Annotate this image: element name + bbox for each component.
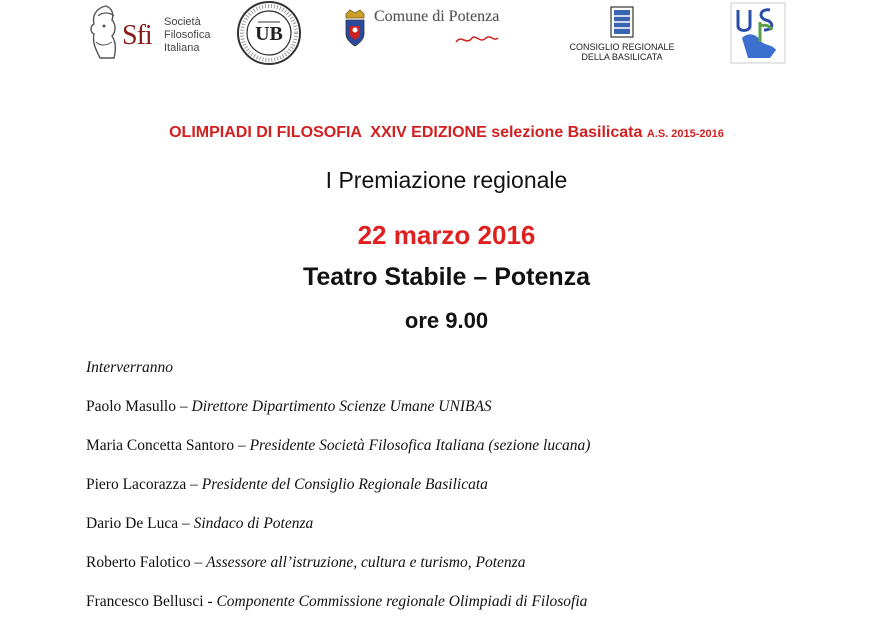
coat-of-arms-icon [342,8,368,48]
speakers-list [86,358,590,631]
speaker-name: Francesco Bellusci [86,593,204,610]
sfi-text-line: Filosofica [164,29,211,41]
speaker-separator: – [176,398,192,415]
speaker-row [86,514,590,553]
usr-logo [730,2,786,64]
event-date: 22 marzo 2016 [357,220,536,250]
event-name: I Premiazione regionale [325,167,568,193]
sfi-text-line: Italiana [164,42,200,54]
consiglio-logo [566,6,678,62]
speaker-row [86,436,590,475]
speaker-role: Presidente Società Filosofica Italiana (sezione lucana) [249,437,591,454]
speaker-separator: – [186,476,202,493]
speaker-role: Componente Commissione regionale Olimpiadi di Filosofia [216,593,588,610]
speaker-role: Direttore Dipartimento Scienze Umane UNIBAS [191,398,492,415]
speaker-role: Sindaco di Potenza [193,515,314,532]
event-venue: Teatro Stabile – Potenza [302,263,591,291]
speaker-row [86,397,590,436]
comune-logo [342,4,502,60]
speaker-name: Roberto Falotico [86,554,191,571]
speaker-separator: – [190,554,207,571]
comune-name: Comune di Potenza [374,8,500,25]
speaker-name: Piero Lacorazza [86,476,187,493]
consiglio-text [566,42,678,62]
usr-logo-icon [730,2,786,64]
speaker-name: Paolo Masullo [86,398,176,415]
event-time: ore 9.00 [404,308,489,333]
speaker-role: Assessore all’istruzione, cultura e turismo, Potenza [206,554,526,571]
speaker-row [86,553,590,592]
speaker-row [86,475,590,514]
unibas-logo [236,0,302,66]
athena-head-icon [86,2,126,66]
speaker-name: Maria Concetta Santoro [86,437,235,454]
consiglio-text-line: CONSIGLIO REGIONALE [569,42,675,52]
sfi-text-line: Società [164,16,201,28]
svg-text:UB: UB [255,23,283,45]
logo-bar [0,0,893,70]
speakers-intro: Interverranno [86,359,173,376]
sfi-text [164,16,224,55]
speaker-separator: – [178,515,194,532]
university-seal-icon [236,0,302,66]
olympiad-title [0,124,893,142]
speaker-role: Presidente del Consiglio Regionale Basilicata [201,476,488,493]
speaker-row [86,592,590,631]
academic-year: A.S. 2015-2016 [646,128,724,140]
regional-shield-icon [610,6,634,38]
signature-icon [454,32,500,48]
sfi-letters: Sfi [122,20,152,51]
consiglio-text-line: DELLA BASILICATA [581,52,663,62]
speaker-separator: – [234,437,250,454]
sfi-logo [86,2,216,66]
speaker-name: Dario De Luca [86,515,179,532]
speaker-separator: - [203,593,217,610]
olympiad-title-text: OLIMPIADI DI FILOSOFIA XXIV EDIZIONE selezione Basilicata [169,124,643,141]
